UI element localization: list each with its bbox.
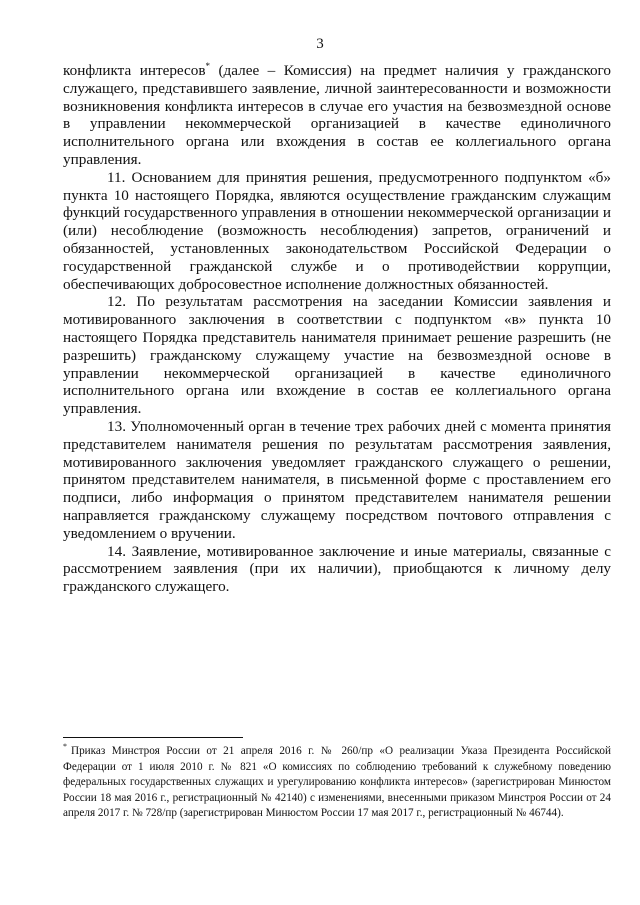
document-body (63, 62, 611, 596)
paragraph-text: (далее – Комиссия) на предмет наличия у гражданского служащего, представившего заявление, личной заинтересованности и возможности возникновения конфликта интересов в случае его участия на безвозмездной основе в управлении некоммерческой организацией в качестве единоличного исполнительного органа или вхождения в состав ее коллегиального органа управления. (63, 62, 611, 168)
paragraph-continuation (63, 62, 611, 169)
paragraph-item-13: 13. Уполномоченный орган в течение трех рабочих дней с момента принятия представителем нанимателя решения по результатам рассмотрения заявления, мотивированного заключения уведомляет гражданского служащего о решении, принятом представителем нанимателя, в письменной форме с проставлением его подписи, либо информация о принятом представителем нанимателя решении направляется гражданскому служащему посредством почтового отправления с уведомлением о вручении. (63, 417, 611, 542)
footnote (63, 744, 611, 822)
paragraph-text: конфликта интересов (63, 62, 206, 79)
paragraph-item-14: 14. Заявление, мотивированное заключение и иные материалы, связанные с рассмотрением заявления (при их наличии), приобщаются к личному делу гражданского служащего. (63, 542, 611, 596)
page-number: 3 (316, 36, 324, 52)
footnote-text: Приказ Минстроя России от 21 апреля 2016 г. № 260/пр «О реализации Указа Президента Российской Федерации от 1 июля 2010 г. № 821 «О комиссиях по соблюдению требований к служебному поведению федеральных государственных служащих и урегулированию конфликта интересов» (зарегистрирован Минюстом России 18 мая 2016 г., регистрационный № 42140) с изменениями, внесенными приказом Минстроя России от 24 апреля 2017 г. № 728/пр (зарегистрирован Минюстом России 17 мая 2017 г., регистрационный № 46744). (63, 745, 611, 820)
paragraph-item-12: 12. По результатам рассмотрения на заседании Комиссии заявления и мотивированного заключения в соответствии с подпунктом «в» пункта 10 настоящего Порядка представитель нанимателя принимает решение разрешить (не разрешить) гражданскому служащему участие на безвозмездной основе в управлении некоммерческой организацией в качестве единоличного исполнительного органа или вхождение в состав ее коллегиального органа управления. (63, 293, 611, 418)
footnote-reference-mark: * (205, 60, 211, 71)
paragraph-item-11: 11. Основанием для принятия решения, предусмотренного подпунктом «б» пункта 10 настоящего Порядка, являются осуществление гражданским служащим функций государственного управления в отношении некоммерческой организации и (или) несоблюдение (возможность несоблюдения) запретов, ограничений и обязанностей, установленных законодательством Российской Федерации о государственной гражданской службе и о противодействии коррупции, обеспечивающих добросовестное исполнение должностных обязанностей. (63, 168, 611, 293)
footnote-mark: * (63, 742, 67, 752)
footnote-divider (63, 737, 243, 738)
